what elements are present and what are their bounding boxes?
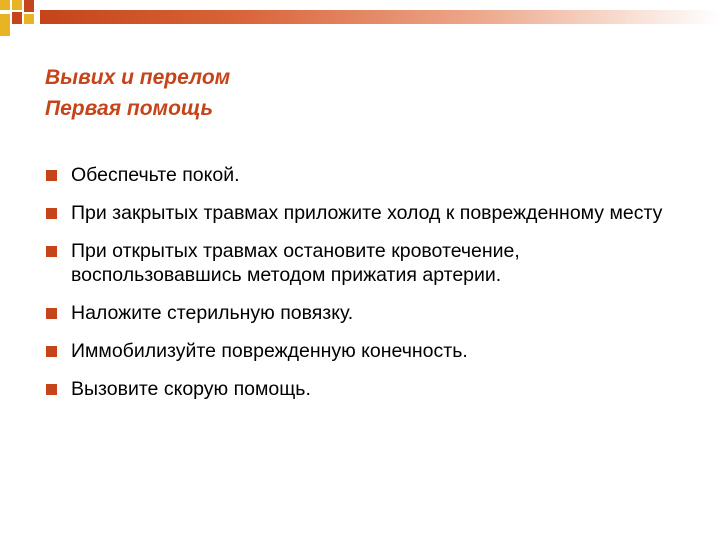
decor-square	[0, 0, 10, 10]
list-item-text: Вызовите скорую помощь.	[71, 378, 311, 400]
decor-square	[12, 12, 22, 24]
list-item-text: При закрытых травмах приложите холод к поврежденному месту	[71, 202, 663, 224]
list-item	[45, 201, 685, 225]
square-bullet-icon	[46, 346, 57, 357]
list-item	[45, 301, 685, 325]
slide-title	[45, 62, 230, 124]
decor-square	[24, 0, 34, 12]
decor-square	[12, 0, 22, 10]
square-bullet-icon	[46, 208, 57, 219]
list-item	[45, 339, 685, 363]
square-bullet-icon	[46, 170, 57, 181]
header-gradient-bar	[40, 10, 720, 24]
title-line-2: Первая помощь	[45, 97, 214, 120]
square-bullet-icon	[46, 246, 57, 257]
list-item	[45, 163, 685, 187]
bullet-list	[45, 163, 685, 415]
list-item-text: При открытых травмах остановите кровотечение, воспользовавшись методом прижатия артерии.	[71, 240, 520, 286]
list-item-text: Иммобилизуйте поврежденную конечность.	[71, 340, 468, 362]
decor-square	[24, 14, 34, 24]
list-item-text: Обеспечьте покой.	[71, 164, 240, 186]
square-bullet-icon	[46, 384, 57, 395]
decor-square	[0, 14, 10, 36]
list-item	[45, 239, 685, 287]
list-item-text: Наложите стерильную повязку.	[71, 302, 354, 324]
list-item	[45, 377, 685, 401]
title-line-1: Вывих и перелом	[45, 66, 231, 89]
square-bullet-icon	[46, 308, 57, 319]
